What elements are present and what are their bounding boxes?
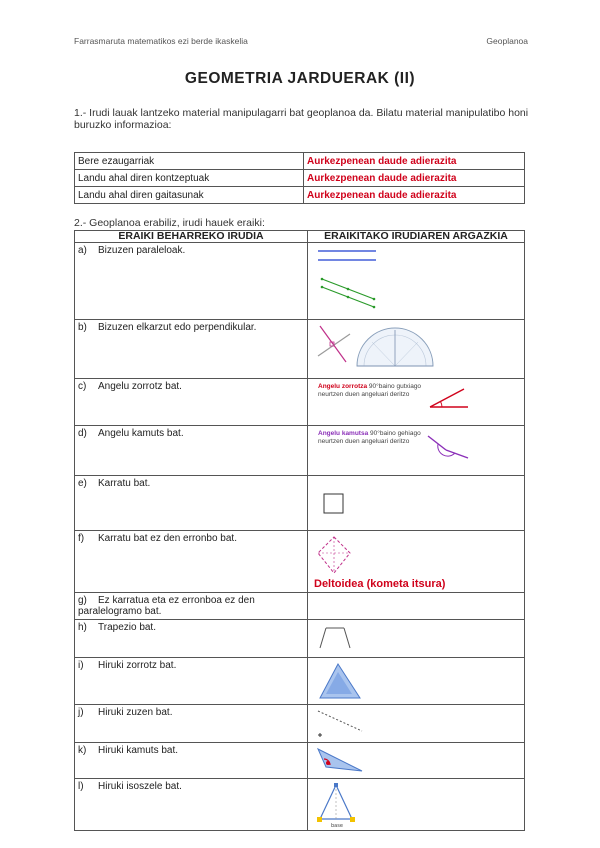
- task-cell: [75, 620, 308, 658]
- obtuse-angle-note: [318, 430, 424, 446]
- photo-cell: [308, 620, 525, 658]
- feature-value: Aurkezpenean daude adierazita: [304, 187, 525, 204]
- features-table: [74, 152, 525, 204]
- page-header: [74, 36, 528, 46]
- tasks-table: [74, 230, 525, 831]
- table-row: [75, 187, 525, 204]
- task-letter: j): [78, 707, 84, 718]
- task-cell: [75, 476, 308, 531]
- photo-cell: [308, 531, 525, 593]
- task-text: Angelu kamuts bat.: [98, 428, 184, 439]
- photo-cell: [308, 243, 525, 320]
- photo-cell: [308, 705, 525, 743]
- table-row: [75, 620, 525, 658]
- section-2-heading: 2.- Geoplanoa erabiliz, irudi hauek eraiki:: [74, 217, 265, 229]
- task-text: Hiruki zuzen bat.: [98, 707, 173, 718]
- table-row: [75, 705, 525, 743]
- acute-angle-term: Angelu zorrotza: [318, 383, 368, 390]
- table-row: [75, 779, 525, 831]
- parallel-lines-figure: [312, 245, 382, 315]
- task-letter: f): [78, 533, 85, 544]
- task-text: Hiruki zorrotz bat.: [98, 660, 177, 671]
- task-cell: [75, 531, 308, 593]
- obtuse-triangle-figure: [312, 745, 372, 777]
- column-header: ERAIKI BEHARREKO IRUDIA: [75, 231, 308, 243]
- task-text: Ez karratua eta ez erronboa ez den paralelogramo bat.: [78, 595, 255, 617]
- task-letter: h): [78, 622, 87, 633]
- table-row: [75, 593, 525, 620]
- feature-value: Aurkezpenean daude adierazita: [304, 170, 525, 187]
- task-cell: [75, 705, 308, 743]
- table-row: [75, 743, 525, 779]
- task-cell: [75, 743, 308, 779]
- task-letter: a): [78, 245, 87, 256]
- task-letter: g): [78, 595, 87, 606]
- header-right: Geoplanoa: [486, 36, 528, 46]
- photo-cell: [308, 779, 525, 831]
- kite-figure: [312, 533, 372, 577]
- task-letter: b): [78, 322, 87, 333]
- table-header-row: [75, 231, 525, 243]
- feature-label: Bere ezaugarriak: [75, 153, 304, 170]
- base-label: base: [331, 823, 343, 829]
- table-row: [75, 531, 525, 593]
- feature-label: Landu ahal diren gaitasunak: [75, 187, 304, 204]
- task-letter: k): [78, 745, 87, 756]
- table-row: [75, 476, 525, 531]
- task-text: Bizuzen elkarzut edo perpendikular.: [98, 322, 257, 333]
- task-cell: [75, 658, 308, 705]
- task-cell: [75, 779, 308, 831]
- isosceles-triangle-figure: [312, 781, 362, 829]
- task-text: Bizuzen paraleloak.: [98, 245, 186, 256]
- table-row: [75, 153, 525, 170]
- table-row: [75, 379, 525, 426]
- task-letter: l): [78, 781, 84, 792]
- task-letter: i): [78, 660, 84, 671]
- task-text: Hiruki isoszele bat.: [98, 781, 182, 792]
- trapezoid-figure: [312, 622, 362, 656]
- obtuse-angle-term: Angelu kamutsa: [318, 430, 369, 437]
- square-figure: [312, 478, 362, 528]
- task-letter: e): [78, 478, 87, 489]
- acute-angle-note: [318, 383, 424, 399]
- task-text: Karratu bat.: [98, 478, 151, 489]
- table-row: [75, 320, 525, 379]
- obtuse-angle-definition: 90°baino gehiago neurtzen duen angeluari deritzo: [318, 430, 421, 445]
- feature-label: Landu ahal diren kontzeptuak: [75, 170, 304, 187]
- table-row: [75, 426, 525, 476]
- task-cell: [75, 320, 308, 379]
- task-text: Hiruki kamuts bat.: [98, 745, 179, 756]
- task-letter: c): [78, 381, 87, 392]
- obtuse-angle-figure: [424, 430, 472, 464]
- acute-triangle-figure: [312, 660, 367, 702]
- photo-cell: [308, 320, 525, 379]
- kite-caption: Deltoidea (kometa itsura): [314, 578, 446, 590]
- task-cell: [75, 593, 308, 620]
- page-title: GEOMETRIA JARDUERAK (II): [184, 70, 416, 87]
- photo-cell: [308, 426, 525, 476]
- task-letter: d): [78, 428, 87, 439]
- table-row: [75, 170, 525, 187]
- table-row: [75, 658, 525, 705]
- task-text: Trapezio bat.: [98, 622, 156, 633]
- feature-value: Aurkezpenean daude adierazita: [304, 153, 525, 170]
- column-header: ERAIKITAKO IRUDIAREN ARGAZKIA: [308, 231, 525, 243]
- photo-cell: [308, 476, 525, 531]
- right-triangle-figure: [312, 707, 372, 741]
- photo-cell: [308, 593, 525, 620]
- perpendicular-lines-figure: [312, 322, 437, 376]
- intro-paragraph: 1.- Irudi lauak lantzeko material manipulagarri bat geoplanoa da. Bilatu material manipulatibo honi buruzko informazioa:: [74, 107, 529, 131]
- photo-cell: [308, 743, 525, 779]
- task-cell: [75, 426, 308, 476]
- task-text: Karratu bat ez den erronbo bat.: [98, 533, 237, 544]
- photo-cell: [308, 658, 525, 705]
- header-left: Farrasmaruta matematikos ezi berde ikaskelia: [74, 36, 248, 46]
- task-text: Angelu zorrotz bat.: [98, 381, 182, 392]
- task-cell: [75, 243, 308, 320]
- task-cell: [75, 379, 308, 426]
- photo-cell: [308, 379, 525, 426]
- acute-angle-figure: [426, 383, 474, 413]
- acute-angle-definition: 90°baino gutxiago neurtzen duen angeluari deritzo: [318, 383, 422, 398]
- table-row: [75, 243, 525, 320]
